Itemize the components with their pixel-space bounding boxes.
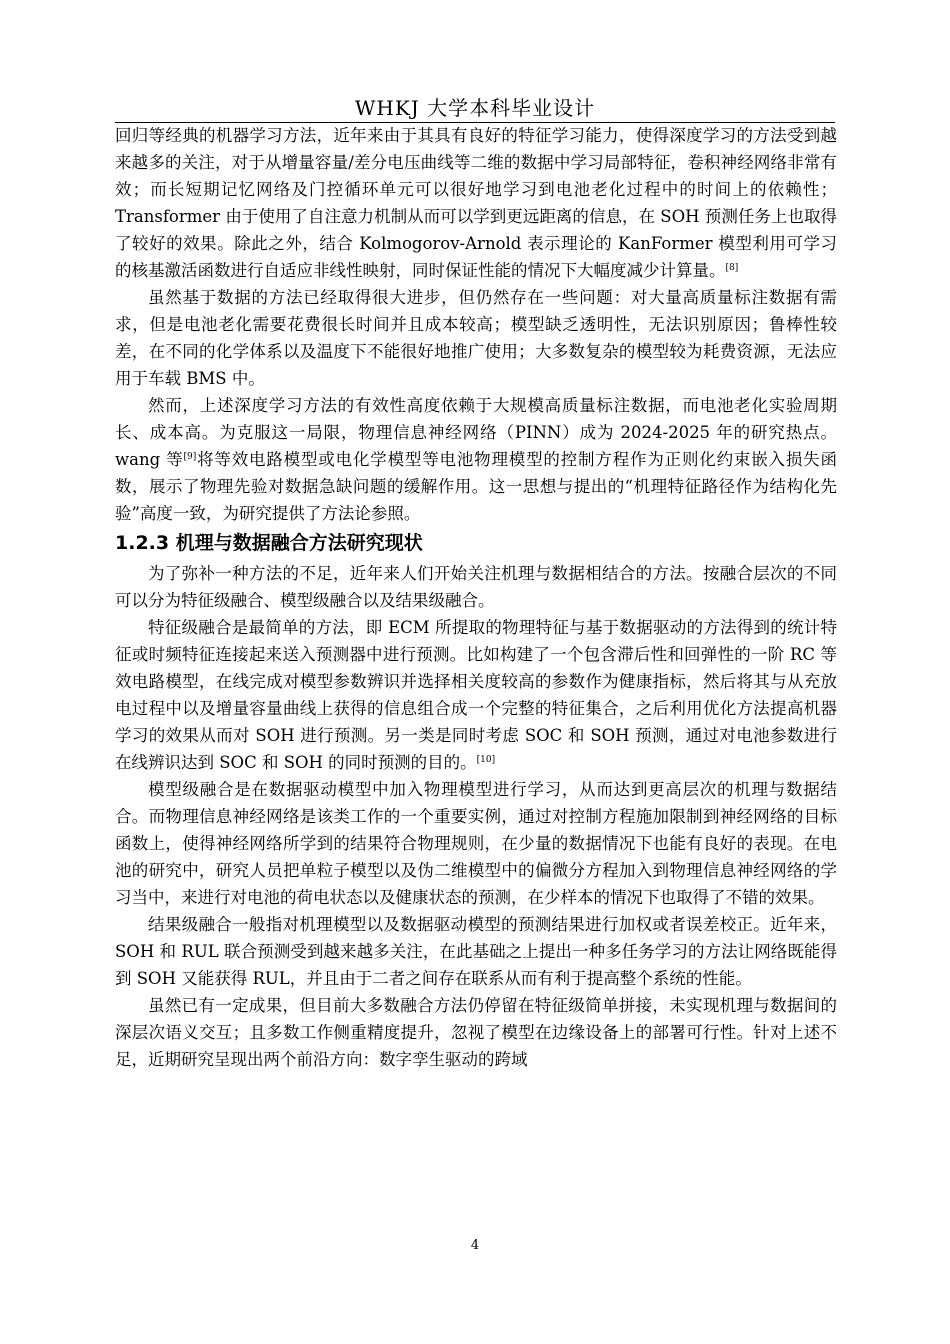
paragraphs-after-section [115, 560, 837, 1073]
citation-marker: [10] [476, 755, 496, 765]
paragraph-text: 虽然基于数据的方法已经取得很大进步，但仍然存在一些问题：对大量高质量标注数据有需求，但是电池老化需要花费很长时间并且成本较高；模型缺乏透明性，无法识别原因；鲁棒性较差，在不同的化学体系以及温度下不能很好地推广使用；大多数复杂的模型较为耗费资源，无法应用于车载 BMS 中。 [115, 288, 837, 388]
paragraphs-before-section [115, 122, 837, 527]
paragraph [115, 122, 837, 284]
paragraph-text: 回归等经典的机器学习方法，近年来由于其具有良好的特征学习能力，使得深度学习的方法受到越来越多的关注，对于从增量容量/差分电压曲线等二维的数据中学习局部特征，卷积神经网络非常有效；而长短期记忆网络及门控循环单元可以很好地学习到电池老化过程中的时间上的依赖性；Transformer 由于使用了自注意力机制从而可以学到更远距离的信息，在 SOH 预测任务上也取得了较好的效果。除此之外，结合 Kolmogorov-Arnold 表示理论的 KanFormer 模型利用可学习的核基激活函数进行自适应非线性映射，同时保证性能的情况下大幅度减少计算量。 [115, 126, 837, 280]
paragraph-text: 结果级融合一般指对机理模型以及数据驱动模型的预测结果进行加权或者误差校正。近年来，SOH 和 RUL 联合预测受到越来越多关注，在此基础之上提出一种多任务学习的方法让网络既能得到 SOH 又能获得 RUL，并且由于二者之间存在联系从而有利于提高整个系统的性能。 [115, 915, 837, 988]
paragraph [115, 776, 837, 911]
paragraph [115, 284, 837, 392]
paragraph [115, 992, 837, 1073]
paragraph [115, 392, 837, 527]
page-header-title: WHKJ 大学本科毕业设计 [354, 96, 596, 120]
paragraph-text: 然而，上述深度学习方法的有效性高度依赖于大规模高质量标注数据，而电池老化实验周期长、成本高。为克服这一局限，物理信息神经网络（PINN）成为 2024-2025 年的研究热点。wang 等 [115, 396, 837, 469]
paragraph-text: 将等效电路模型或电化学模型等电池物理模型的控制方程作为正则化约束嵌入损失函数，展示了物理先验对数据急缺问题的缓解作用。这一思想与提出的“机理特征路径作为结构化先验”高度一致，为研究提供了方法论参照。 [115, 450, 837, 523]
paragraph-text: 为了弥补一种方法的不足，近年来人们开始关注机理与数据相结合的方法。按融合层次的不同可以分为特征级融合、模型级融合以及结果级融合。 [115, 564, 837, 610]
paragraph [115, 560, 837, 614]
paragraph-text: 特征级融合是最简单的方法，即 ECM 所提取的物理特征与基于数据驱动的方法得到的统计特征或时频特征连接起来送入预测器中进行预测。比如构建了一个包含滞后性和回弹性的一阶 RC 等效电路模型，在线完成对模型参数辨识并选择相关度较高的参数作为健康指标，然后将其与从充放电过程中以及增量容量曲线上获得的信息组合成一个完整的特征集合，之后利用优化方法提高机器学习的效果从而对 SOH 进行预测。另一类是同时考虑 SOC 和 SOH 预测，通过对电池参数进行在线辨识达到 SOC 和 SOH 的同时预测的目的。 [115, 618, 837, 772]
document-body [115, 122, 837, 1073]
section-heading: 1.2.3 机理与数据融合方法研究现状 [115, 532, 423, 554]
citation-marker: [8] [725, 263, 739, 273]
paragraph [115, 911, 837, 992]
citation-marker: [9] [183, 452, 197, 462]
paragraph [115, 614, 837, 776]
page-number: 4 [470, 1238, 480, 1253]
paragraph-text: 虽然已有一定成果，但目前大多数融合方法仍停留在特征级简单拼接，未实现机理与数据间的深层次语义交互；且多数工作侧重精度提升，忽视了模型在边缘设备上的部署可行性。针对上述不足，近期研究呈现出两个前沿方向：数字孪生驱动的跨域 [115, 996, 837, 1069]
paragraph-text: 模型级融合是在数据驱动模型中加入物理模型进行学习，从而达到更高层次的机理与数据结合。而物理信息神经网络是该类工作的一个重要实例，通过对控制方程施加限制到神经网络的目标函数上，使得神经网络所学到的结果符合物理规则，在少量的数据情况下也能有良好的表现。在电池的研究中，研究人员把单粒子模型以及伪二维模型中的偏微分方程加入到物理信息神经网络的学习当中，来进行对电池的荷电状态以及健康状态的预测，在少样本的情况下也取得了不错的效果。 [115, 780, 837, 907]
